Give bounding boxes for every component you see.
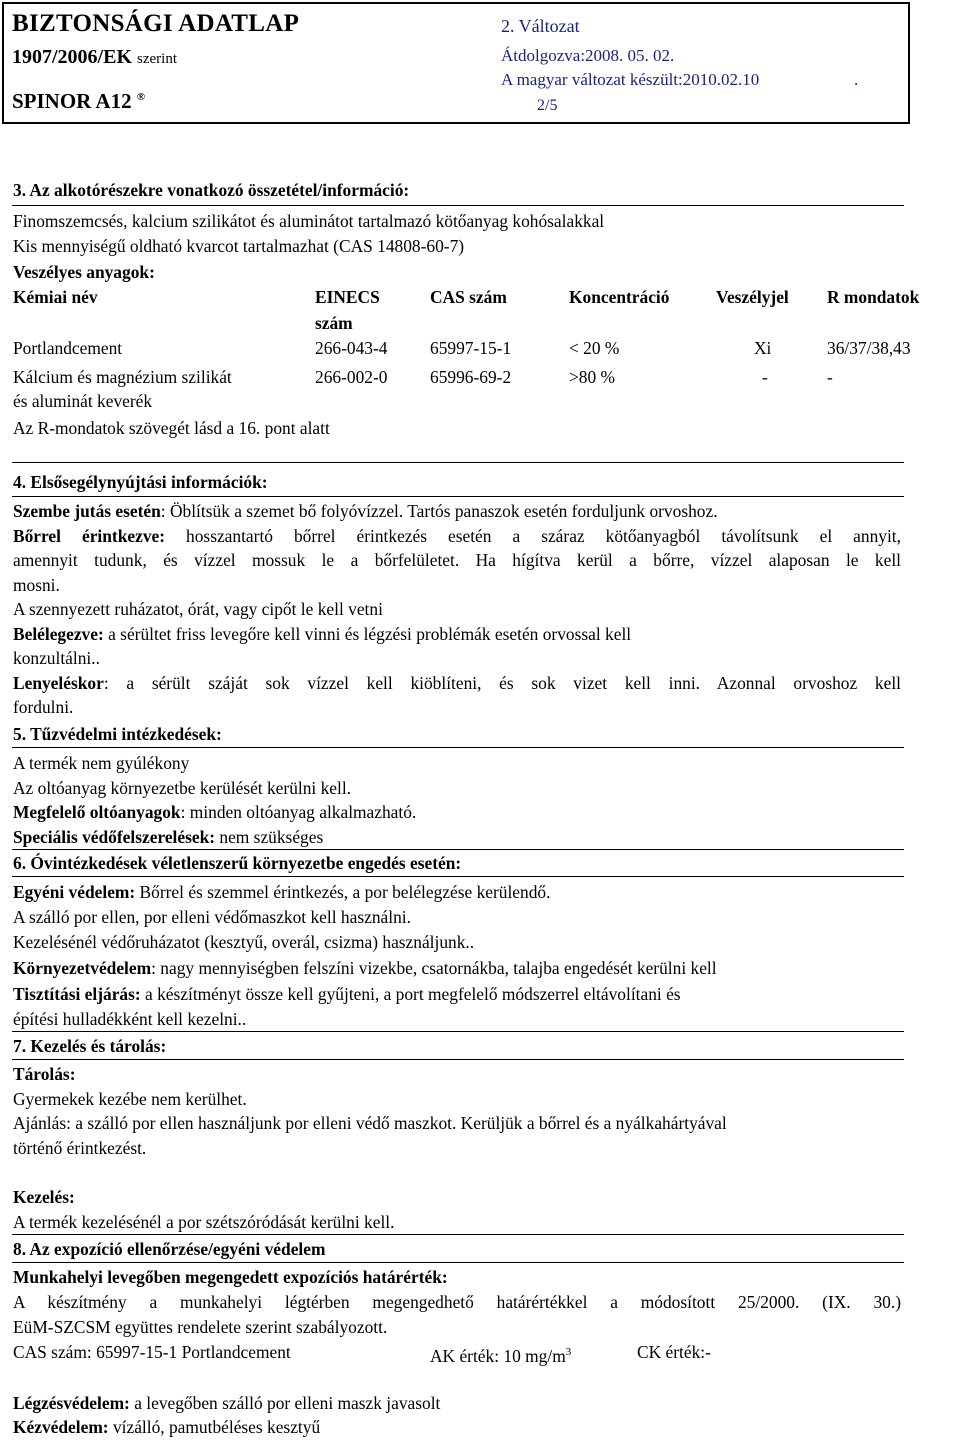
document-header [2, 2, 910, 124]
fire-line-4: Speciális védőfelszerelések: nem szükséges [13, 827, 324, 847]
row2-concentration: >80 % [569, 367, 616, 387]
composition-line-2: Kis mennyiségű oldható kvarcot tartalmazhat (CAS 14808-60-7) [13, 236, 465, 256]
release-line-6: építési hulladékként kell kezelni.. [13, 1009, 247, 1029]
section-6-heading: 6. Óvintézkedések véletlenszerű környezetbe engedés esetén: [13, 853, 462, 873]
skin-contact-3: mosni. [13, 575, 60, 595]
contaminated-clothing: A szennyezett ruházatot, órát, vagy cipőt le kell vetni [13, 599, 383, 619]
respiratory-protection: Légzésvédelem: a levegőben szálló por elleni maszk javasolt [13, 1393, 441, 1413]
exposure-line-2: EüM-SZCSM együttes rendelete szerint szabályozott. [13, 1317, 388, 1337]
section-divider [12, 1234, 904, 1235]
eye-contact: Szembe jutás esetén: Öblítsük a szemet bő folyóvízzel. Tartós panaszok esetén forduljunk orvoshoz. [13, 501, 718, 521]
row1-einecs: 266-043-4 [315, 338, 388, 358]
storage-line-1: Gyermekek kezébe nem kerülhet. [13, 1089, 247, 1109]
section-divider [12, 1031, 904, 1032]
section-7-heading: 7. Kezelés és tárolás: [13, 1036, 167, 1056]
r-phrases-note: Az R-mondatok szövegét lásd a 16. pont alatt [13, 418, 330, 438]
fire-line-2: Az oltóanyag környezetbe kerülését kerülni kell. [13, 778, 352, 798]
composition-line-1: Finomszemcsés, kalcium szilikátot és aluminátot tartalmazó kötőanyag kohósalakkal [13, 211, 605, 231]
section-divider [12, 1059, 904, 1060]
col-cas: CAS szám [430, 287, 507, 307]
col-chemical-name: Kémiai név [13, 287, 98, 307]
hungarian-version-date: A magyar változat készült:2010.02.10 [501, 70, 760, 89]
row2-name: Kálcium és magnézium szilikát [13, 367, 232, 387]
product-name: SPINOR A12 ® [12, 89, 146, 113]
row2-einecs: 266-002-0 [315, 367, 388, 387]
section-divider [12, 849, 904, 850]
release-line-5: Tisztítási eljárás: a készítményt össze kell gyűjteni, a port megfelelő módszerrel eltávolítani és [13, 984, 681, 1004]
ingestion-2: fordulni. [13, 697, 74, 717]
row2-r-phrases: - [827, 367, 833, 387]
section-divider [12, 462, 904, 463]
row2-symbol: - [762, 367, 768, 387]
exposure-limit-label: Munkahelyi levegőben megengedett expozíciós határérték: [13, 1267, 448, 1287]
section-divider [12, 876, 904, 877]
row1-r-phrases: 36/37/38,43 [827, 338, 911, 358]
skin-contact-1: Bőrrel érintkezve: hosszantartó bőrrel érintkezés esetén a száraz kötőanyagból távolítsunk el annyit, [13, 526, 901, 546]
fire-line-1: A termék nem gyúlékony [13, 753, 190, 773]
col-r-phrases: R mondatok [827, 287, 920, 307]
ingestion: Lenyeléskor: a sérült száját sok vízzel kell kiöblíteni, és sok vizet kell inni. Azonnal orvoshoz kell [13, 673, 901, 693]
section-3-heading: 3. Az alkotórészekre vonatkozó összetétel/információ: [13, 180, 410, 200]
release-line-4: Környezetvédelem: nagy mennyiségben felszíni vizekbe, csatornákba, talajba engedését kerülni kell [13, 958, 717, 978]
row1-name: Portlandcement [13, 338, 123, 358]
row1-concentration: < 20 % [569, 338, 620, 358]
skin-contact-2: amennyit tudunk, és vízzel mossuk le a bőrfelületet. Ha hígítva kerül a bőrre, vízzel alaposan le kell [13, 550, 901, 570]
col-concentration: Koncentráció [569, 287, 670, 307]
release-line-1: Egyéni védelem: Bőrrel és szemmel érintkezés, a por belélegzése kerülendő. [13, 882, 551, 902]
handling-line-1: A termék kezelésénél a por szétszóródását kerülni kell. [13, 1212, 395, 1232]
storage-line-3: történő érintkezést. [13, 1138, 147, 1158]
cas-portlandcement: CAS szám: 65997-15-1 Portlandcement [13, 1342, 291, 1362]
handling-label: Kezelés: [13, 1187, 75, 1207]
row1-symbol: Xi [754, 338, 772, 358]
ak-value: AK érték: 10 $mg/m^3$ [430, 1345, 572, 1366]
regulation: 1907/2006/EK szerint [12, 46, 177, 68]
version: 2. Változat [501, 16, 580, 36]
row2-cas: 65996-69-2 [430, 367, 512, 387]
section-5-heading: 5. Tűzvédelmi intézkedések: [13, 724, 222, 744]
inhalation-2: konzultálni.. [13, 648, 100, 668]
section-8-heading: 8. Az expozíció ellenőrzése/egyéni védelem [13, 1239, 326, 1259]
release-line-3: Kezelésénél védőruházatot (kesztyű, overál, csizma) használjunk.. [13, 932, 475, 952]
storage-label: Tárolás: [13, 1064, 76, 1084]
row1-cas: 65997-15-1 [430, 338, 512, 358]
document-title: BIZTONSÁGI ADATLAP [12, 10, 300, 37]
release-line-2: A szálló por ellen, por elleni védőmaszkot kell használni. [13, 907, 411, 927]
section-divider [12, 1262, 904, 1263]
ck-value: CK érték:- [637, 1342, 711, 1362]
section-4-heading: 4. Elsősegélynyújtási információk: [13, 472, 268, 492]
exposure-line-1: A készítmény a munkahelyi légtérben megengedhető határértékkel a módosított 25/2000. (IX. 30.) [13, 1292, 901, 1312]
col-einecs: EINECS [315, 287, 380, 307]
section-divider [12, 205, 904, 206]
hand-protection: Kézvédelem: vízálló, pamutbéléses kesztyű [13, 1417, 321, 1437]
col-einecs-2: szám [315, 313, 353, 333]
section-divider [12, 747, 904, 748]
hazardous-label: Veszélyes anyagok: [13, 262, 155, 282]
section-divider [12, 496, 904, 497]
col-hazard-symbol: Veszélyjel [716, 287, 789, 307]
page-number: 2/5 [537, 97, 558, 114]
fire-line-3: Megfelelő oltóanyagok: minden oltóanyag alkalmazható. [13, 802, 417, 822]
inhalation: Belélegezve: a sérültet friss levegőre kell vinni és légzési problémák esetén orvossal kell [13, 624, 632, 644]
revision-date: Átdolgozva:2008. 05. 02. [501, 46, 675, 65]
storage-line-2: Ajánlás: a szálló por ellen használjunk por elleni védő maszkot. Kerüljük a bőrrel és a nyálkahártyával [13, 1113, 727, 1133]
row2-name-2: és aluminát keverék [13, 391, 153, 411]
header-dot: . [854, 70, 859, 89]
